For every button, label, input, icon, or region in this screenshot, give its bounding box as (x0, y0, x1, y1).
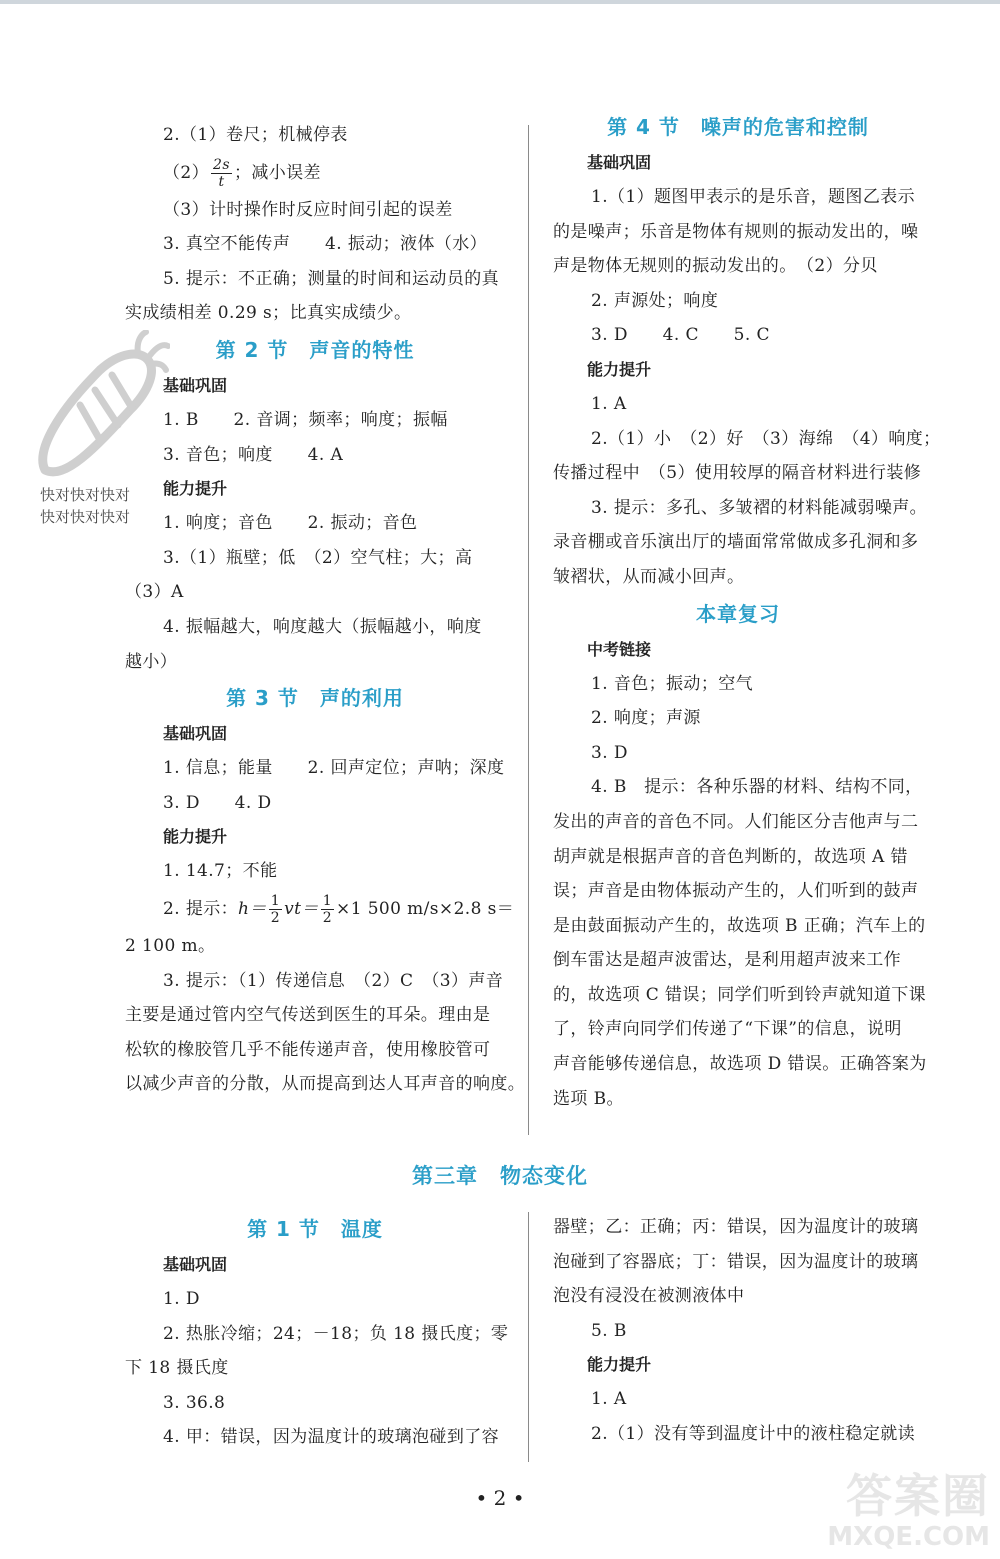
answer-line: 3. 真空不能传声 4. 振动；液体（水） (163, 234, 488, 255)
answer-line: （3）A (125, 582, 184, 603)
answer-line: 泡碰到了容器底；丁：错误，因为温度计的玻璃 (553, 1251, 919, 1272)
answer-line: 3. 音色；响度 4. A (163, 444, 344, 465)
answer-line: 5. B (591, 1320, 627, 1341)
answer-line-fraction (125, 153, 505, 193)
subsection-heading: 基础巩固 (587, 153, 652, 172)
section-title: 第 4 节 噪声的危害和控制 (607, 115, 869, 139)
answer-line: 3. D (591, 742, 628, 763)
answer-line: 2. 声源处；响度 (591, 290, 719, 311)
section-title: 第 1 节 温度 (247, 1217, 383, 1241)
answer-line: 3. 提示：多孔、多皱褶的材料能减弱噪声。 (591, 497, 928, 518)
formula-h: h＝ (238, 898, 267, 919)
formula-suffix: ×1 500 m/s×2.8 s＝ (336, 898, 515, 919)
right-column-top (553, 115, 941, 1116)
right-column-bottom (553, 1210, 923, 1452)
answer-line: 2. 响度；声源 (591, 708, 701, 729)
subsection-heading: 中考链接 (587, 639, 652, 659)
subsection-heading: 基础巩固 (163, 375, 228, 395)
formula-prefix: 2. 提示： (163, 898, 239, 919)
answer-line: 1. 信息；能量 2. 回声定位；声呐；深度 (163, 758, 505, 779)
fraction-numerator: 2s (213, 156, 230, 173)
answer-line: 松软的橡胶管几乎不能传递声音，使用橡胶管可 (125, 1039, 491, 1060)
subsection-heading: 能力提升 (163, 827, 228, 847)
page-number: • 2 • (475, 1486, 525, 1510)
answer-line: 1. B 2. 音调；频率；响度；振幅 (163, 409, 448, 430)
answer-line: 泡没有浸没在被测液体中 (553, 1286, 745, 1307)
answer-line: 3.（1）瓶壁；低 （2）空气柱；大；高 (163, 547, 473, 568)
answer-line: 4. 振幅越大，响度越大（振幅越小，响度 (163, 616, 482, 637)
answer-line: 2.（1）卷尺；机械停表 (163, 125, 348, 145)
answer-line: 传播过程中 （5）使用较厚的隔音材料进行装修 (553, 463, 922, 484)
carrot-watermark-icon (30, 330, 170, 480)
answer-line: 1. 14.7；不能 (163, 861, 278, 882)
answer-line: （3）计时操作时反应时间引起的误差 (163, 199, 453, 220)
section-title: 第 3 节 声的利用 (226, 686, 404, 711)
chapter-title: 第三章 物态变化 (412, 1164, 588, 1188)
answer-line: 1. 响度；音色 2. 振动；音色 (163, 513, 418, 534)
subsection-heading: 能力提升 (587, 359, 652, 379)
fraction-denominator: 2 (322, 909, 333, 926)
answer-line: 2.（1）没有等到温度计中的液柱稳定就读 (591, 1423, 916, 1444)
fraction (321, 893, 334, 926)
column-divider (528, 125, 529, 1135)
answer-line: 选项 B。 (553, 1088, 624, 1109)
fraction-prefix: （2） (163, 162, 210, 183)
answer-line: 发出的声音的音色不同。人们能区分吉他声与二 (553, 811, 919, 832)
subsection-heading: 能力提升 (163, 479, 228, 499)
answer-line: 4. B 提示：各种乐器的材料、结构不同， (591, 777, 923, 798)
answer-line: 越小） (125, 651, 178, 672)
answer-line: 胡声就是根据声音的音色判断的，故选项 A 错 (553, 846, 908, 867)
left-column-top (125, 118, 526, 1102)
watermark-text: 快对快对快对 (40, 486, 131, 504)
subsection-heading: 基础巩固 (163, 1255, 228, 1274)
answer-line: 4. 甲：错误，因为温度计的玻璃泡碰到了容 (163, 1427, 500, 1448)
top-border (0, 0, 1000, 4)
answer-line: 1. A (591, 393, 627, 414)
fraction (211, 157, 232, 190)
answer-line: 的是噪声；乐音是物体有规则的振动发出的，噪 (553, 221, 919, 242)
answer-line: 5. 提示：不正确；测量的时间和运动员的真 (163, 268, 500, 289)
answer-line: 1. A (591, 1389, 627, 1410)
formula-vt: vt＝ (284, 898, 319, 919)
column-divider (528, 1212, 529, 1462)
answer-line: 是由鼓面振动产生的，故选项 B 正确；汽车上的 (553, 915, 926, 936)
fraction (269, 893, 282, 926)
answer-line: 误；声音是由物体振动产生的，人们听到的鼓声 (553, 881, 919, 902)
answer-line: 1. 音色；振动；空气 (591, 673, 754, 694)
answer-line: 了，铃声向同学们传递了“下课”的信息，说明 (553, 1019, 902, 1040)
answer-line: 以减少声音的分散，从而提高到达人耳声音的响度。 (125, 1074, 526, 1095)
watermark-text: 快对快对快对 (40, 508, 131, 526)
site-watermark-logo (790, 1470, 990, 1555)
answer-line: 声是物体无规则的振动发出的。 （2）分贝 (553, 256, 878, 277)
section-title: 第 2 节 声音的特性 (215, 337, 415, 362)
fraction-denominator: 2 (270, 909, 281, 926)
answer-line: 实成绩相差 0.29 s；比真实成绩少。 (125, 303, 412, 324)
left-column-bottom (125, 1210, 509, 1455)
answer-line: 3. D 4. D (163, 792, 272, 813)
answer-line: 2. 热胀冷缩；24；－18；负 18 摄氏度；零 (163, 1323, 509, 1344)
answer-line: 倒车雷达是超声波雷达，是利用超声波来工作 (553, 950, 901, 971)
answer-line: 1.（1）题图甲表示的是乐音，题图乙表示 (591, 187, 916, 207)
subsection-heading: 基础巩固 (163, 724, 228, 744)
answer-line: 的，故选项 C 错误；同学们听到铃声就知道下课 (553, 984, 927, 1005)
watermark-url: MXQE.COM (827, 1522, 990, 1552)
answer-line: 声音能够传递信息，故选项 D 错误。正确答案为 (553, 1054, 927, 1075)
fraction-numerator: 1 (322, 892, 333, 909)
answer-line: 主要是通过管内空气传送到医生的耳朵。理由是 (125, 1005, 491, 1026)
answer-line: 3. 36.8 (163, 1392, 226, 1413)
subsection-heading: 能力提升 (587, 1355, 652, 1375)
answer-line: 3. D 4. C 5. C (591, 325, 770, 346)
section-title: 本章复习 (696, 601, 780, 626)
answer-line: 下 18 摄氏度 (125, 1358, 229, 1379)
answer-line: 2 100 m。 (125, 935, 216, 956)
fraction-suffix: ；减小误差 (233, 162, 321, 183)
fraction-denominator: t (218, 173, 225, 190)
answer-line: 皱褶状，从而减小回声。 (553, 566, 745, 587)
answer-line: 器壁；乙：正确；丙：错误，因为温度计的玻璃 (553, 1217, 919, 1237)
formula-line (125, 889, 515, 929)
fraction-numerator: 1 (270, 892, 281, 909)
answer-line: 1. D (163, 1289, 200, 1309)
answer-line: 录音棚或音乐演出厅的墙面常常做成多孔洞和多 (553, 532, 919, 553)
answer-line: 2.（1）小 （2）好 （3）海绵 （4）响度； (591, 428, 941, 449)
watermark-logo-text: 答案圈 (846, 1469, 990, 1523)
answer-line: 3. 提示：（1）传递信息 （2）C （3）声音 (163, 970, 504, 991)
